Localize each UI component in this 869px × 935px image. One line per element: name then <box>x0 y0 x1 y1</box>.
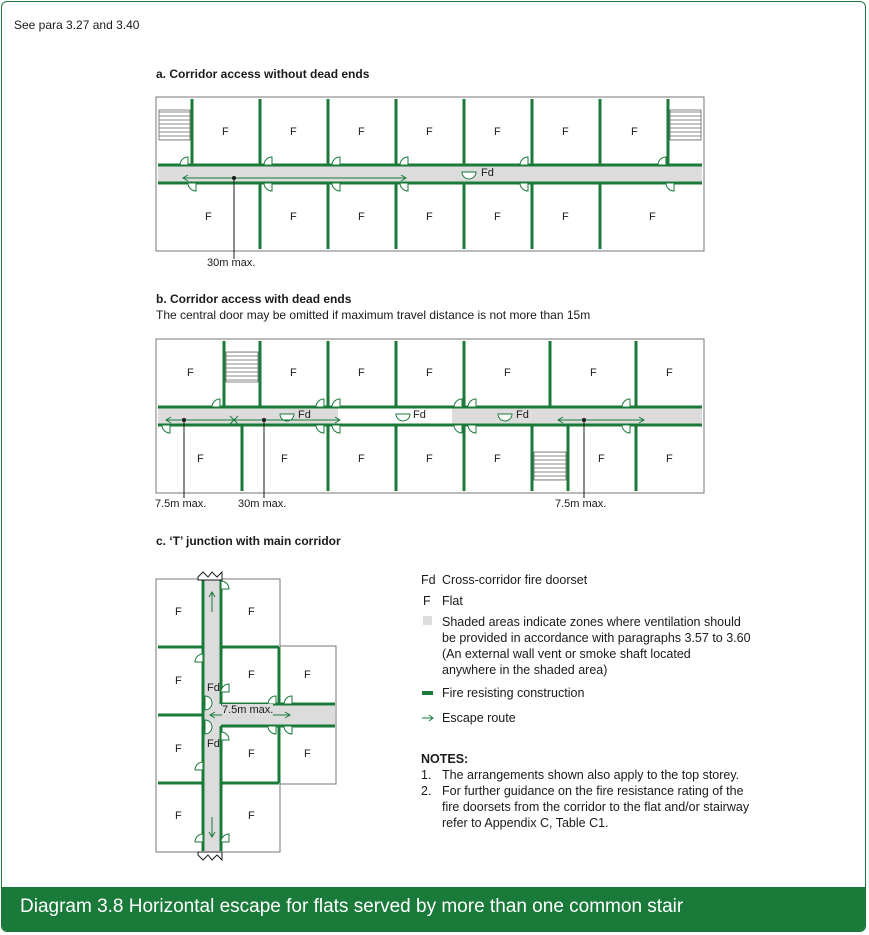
flat-label: F <box>562 126 569 138</box>
stair-right <box>670 110 701 140</box>
legend-f-symbol: F <box>423 594 431 608</box>
legend-fire-text: Fire resisting construction <box>442 686 585 700</box>
escape-arrow-icon <box>422 715 433 721</box>
flat-label: F <box>358 211 365 223</box>
flat-label: F <box>248 748 255 760</box>
flat-label: F <box>494 453 501 465</box>
flat-label: F <box>358 453 365 465</box>
dimension-label: 7.5m max. <box>555 498 607 510</box>
stair-top <box>226 352 258 382</box>
flat-label: F <box>590 367 597 379</box>
diagram-a-plan <box>156 97 704 259</box>
stair-bottom <box>534 452 566 480</box>
flat-label: F <box>504 367 511 379</box>
flat-label: F <box>222 126 229 138</box>
flat-label: F <box>290 126 297 138</box>
flat-label: F <box>494 211 501 223</box>
flat-label: F <box>248 810 255 822</box>
shade-swatch <box>423 616 432 625</box>
flat-label: F <box>281 453 288 465</box>
fire-door-label: Fd <box>207 682 220 694</box>
flat-label: F <box>248 606 255 618</box>
legend-f-text: Flat <box>442 594 463 608</box>
legend-shade-text: Shaded areas indicate zones where ventilation should <box>442 615 741 629</box>
fire-door-label: Fd <box>481 167 494 179</box>
diagram-a-heading: a. Corridor access without dead ends <box>156 67 370 81</box>
flat-label: F <box>358 126 365 138</box>
dimension-label: 30m max. <box>207 257 256 269</box>
diagram-frame <box>1 1 866 932</box>
flat-label: F <box>197 453 204 465</box>
legend-escape-text: Escape route <box>442 711 516 725</box>
flat-label: F <box>666 453 673 465</box>
dimension-label: 7.5m max. <box>155 498 207 510</box>
diagram-b-subheading: The central door may be omitted if maximum travel distance is not more than 15m <box>156 308 591 322</box>
note-text: refer to Appendix C, Table C1. <box>442 816 609 830</box>
dimension-label: 7.5m max. <box>222 704 274 716</box>
flat-label: F <box>175 743 182 755</box>
legend-fd-symbol: Fd <box>421 573 436 587</box>
flat-label: F <box>304 669 311 681</box>
diagram-b-plan <box>156 339 704 498</box>
flat-label: F <box>304 748 311 760</box>
flat-label: F <box>175 675 182 687</box>
flat-label: F <box>175 810 182 822</box>
flat-label: F <box>494 126 501 138</box>
note-number: 1. <box>421 768 432 782</box>
diagram-b-heading: b. Corridor access with dead ends <box>156 292 352 306</box>
fire-door-label: Fd <box>516 409 529 421</box>
fire-door-label: Fd <box>298 409 311 421</box>
notes-heading: NOTES: <box>421 752 469 766</box>
flat-label: F <box>631 126 638 138</box>
fire-door-label: Fd <box>207 738 220 750</box>
flat-label: F <box>205 211 212 223</box>
legend-shade-text: (An external wall vent or smoke shaft located <box>442 647 691 661</box>
flat-label: F <box>666 367 673 379</box>
flat-label: F <box>426 367 433 379</box>
flat-label: F <box>562 211 569 223</box>
caption-bar <box>2 887 865 931</box>
flat-label: F <box>649 211 656 223</box>
flat-label: F <box>598 453 605 465</box>
note-text: fire doorsets from the corridor to the flat and/or stairway <box>442 800 750 814</box>
flat-label: F <box>290 367 297 379</box>
legend-fd-text: Cross-corridor fire doorset <box>442 573 588 587</box>
flat-label: F <box>426 211 433 223</box>
diagram-caption: Diagram 3.8 Horizontal escape for flats served by more than one common stair <box>20 896 684 917</box>
diagram-c-plan <box>156 572 336 860</box>
diagram-c-heading: c. ‘T’ junction with main corridor <box>156 534 341 548</box>
reference-note: See para 3.27 and 3.40 <box>14 18 140 32</box>
flat-label: F <box>426 453 433 465</box>
fire-resisting-swatch <box>422 691 433 695</box>
ventilation-zone <box>158 165 702 183</box>
legend-shade-text: be provided in accordance with paragraphs 3.57 to 3.60 <box>442 631 751 645</box>
flat-label: F <box>248 669 255 681</box>
fire-door-label: Fd <box>413 409 426 421</box>
note-text: For further guidance on the fire resistance rating of the <box>442 784 744 798</box>
legend-shade-text: anywhere in the shaded area) <box>442 663 608 677</box>
flat-label: F <box>290 211 297 223</box>
flat-label: F <box>358 367 365 379</box>
note-number: 2. <box>421 784 432 798</box>
flat-label: F <box>187 367 194 379</box>
flat-label: F <box>175 606 182 618</box>
flat-label: F <box>426 126 433 138</box>
note-text: The arrangements shown also apply to the top storey. <box>442 768 740 782</box>
dimension-label: 30m max. <box>238 498 287 510</box>
stair-left <box>159 110 190 140</box>
